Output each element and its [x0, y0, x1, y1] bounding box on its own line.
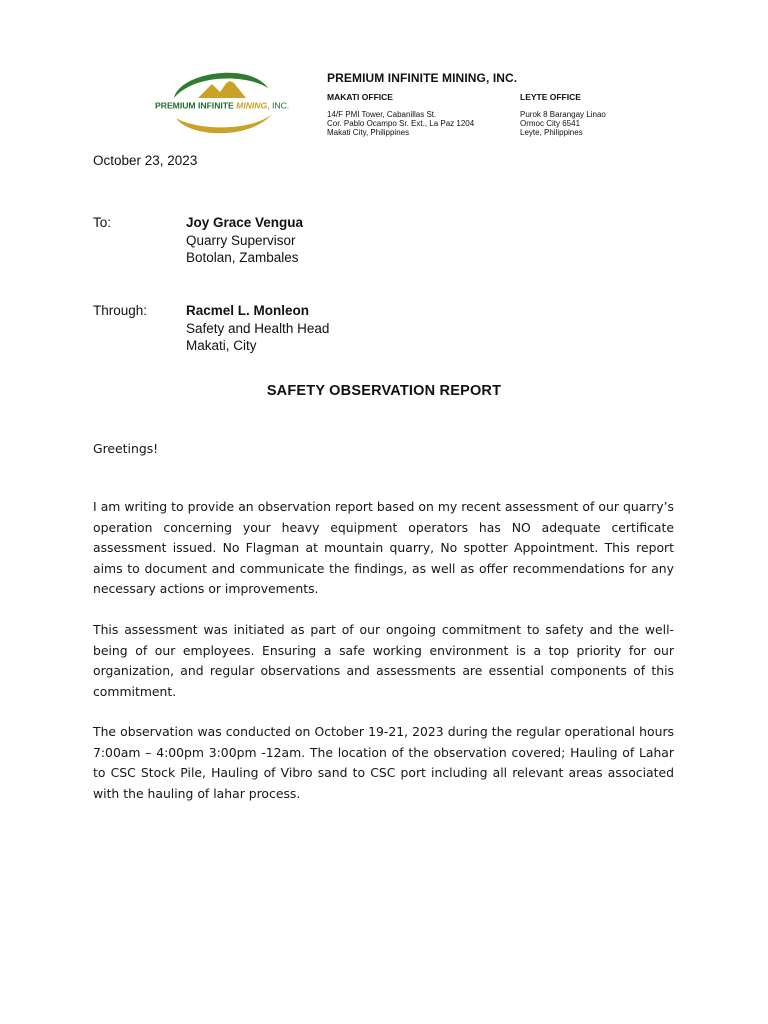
- greeting: Greetings!: [93, 441, 159, 456]
- makati-address-line: 14/F PMI Tower, Cabanillas St.: [327, 110, 437, 119]
- through-position: Safety and Health Head: [186, 320, 330, 336]
- through-label: Through:: [93, 303, 148, 318]
- leyte-office: [520, 93, 606, 137]
- paragraph-1: I am writing to provide an observation report based on my recent assessment of our quarry’s operation concerning your heavy equipment operators has NO adequate certificate assessment issued. No Flagman at mountain quarry, No spotter Appointment. This report aims to document and communicate the findings, as well as offer recommendations for any necessary actions or improvements.: [93, 499, 674, 596]
- through-location: Makati, City: [186, 338, 257, 353]
- logo-wordmark-2: MINING: [236, 100, 268, 111]
- logo-wordmark-3: , INC.: [267, 100, 290, 111]
- to-position: Quarry Supervisor: [186, 232, 296, 248]
- logo-wordmark-1: PREMIUM INFINITE: [155, 100, 237, 111]
- logo-gold-swoosh: [176, 114, 272, 133]
- to-recipient: [186, 214, 303, 267]
- paragraph-2: This assessment was initiated as part of our ongoing commitment to safety and the well-being of our employees. Ensuring a safe working environment is a top priority for our organization, and regular observations and assessments are essential components of this commitment.: [93, 622, 674, 699]
- svg-text:PREMIUM INFINITE MINING, INC.: [155, 101, 289, 111]
- leyte-office-title: LEYTE OFFICE: [520, 92, 581, 102]
- company-name: PREMIUM INFINITE MINING, INC.: [327, 71, 518, 85]
- company-logo: [150, 62, 300, 142]
- makati-address-line: Cor. Pablo Ocampo Sr. Ext., La Paz 1204: [327, 119, 475, 128]
- makati-office-title: MAKATI OFFICE: [327, 92, 393, 102]
- through-recipient: [186, 302, 329, 355]
- leyte-address-line: Purok 8 Barangay Linao: [520, 110, 606, 119]
- to-label: To:: [93, 215, 112, 230]
- leyte-address-line: Ormoc City 6541: [520, 119, 581, 128]
- leyte-address-line: Leyte, Philippines: [520, 128, 583, 137]
- through-name: Racmel L. Monleon: [186, 303, 310, 318]
- letter-date: October 23, 2023: [93, 153, 198, 168]
- makati-office: [327, 93, 474, 137]
- to-location: Botolan, Zambales: [186, 250, 299, 265]
- report-title: SAFETY OBSERVATION REPORT: [266, 383, 502, 399]
- to-name: Joy Grace Vengua: [186, 215, 304, 230]
- paragraph-3: The observation was conducted on October 19-21, 2023 during the regular operational hours 7:00am – 4:00pm 3:00pm -12am. The location of the observation covered; Hauling of Lahar to CSC Stock Pile, Hauling of Vibro sand to CSC port including all relevant areas associated with the hauling of lahar process.: [93, 724, 674, 801]
- logo-mountains: [198, 78, 246, 98]
- makati-address-line: Makati City, Philippines: [327, 128, 410, 137]
